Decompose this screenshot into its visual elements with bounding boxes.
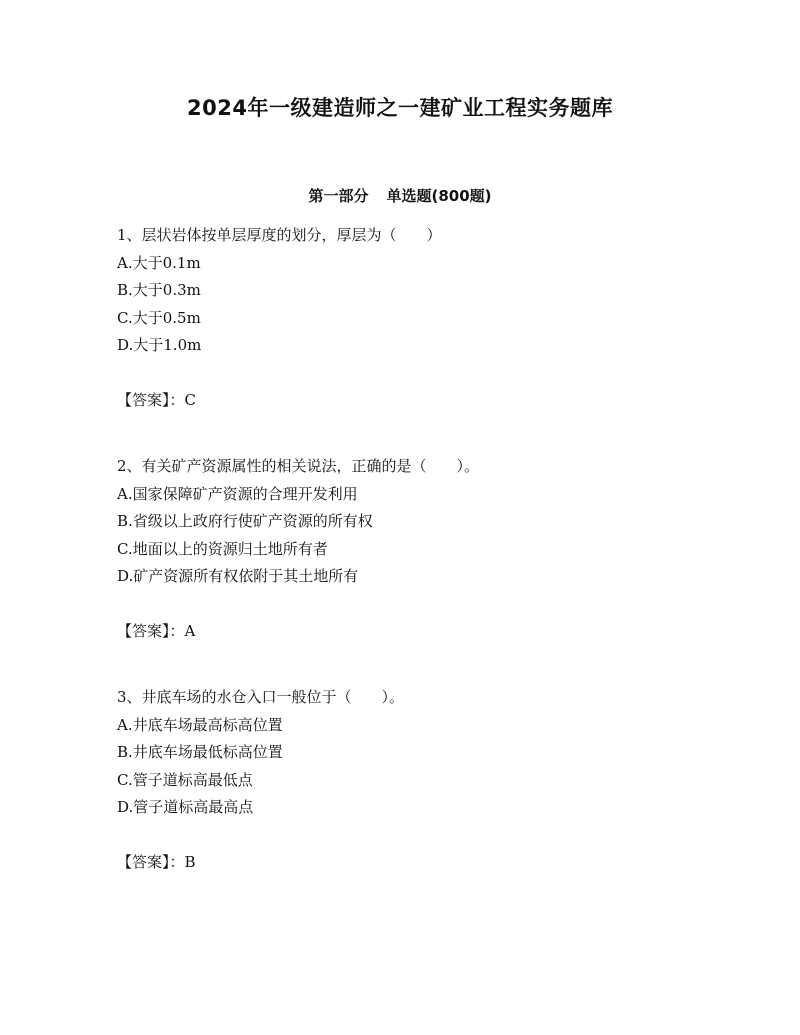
option-d: D.管子道标高最高点 xyxy=(117,798,254,816)
answer-label: 【答案】： xyxy=(117,622,185,640)
option-d: D.大于1.0m xyxy=(117,336,202,354)
section-part: 第一部分 xyxy=(308,187,369,205)
question-stem: 3、井底车场的水仓入口一般位于（ ）。 xyxy=(117,688,405,706)
question-3 xyxy=(117,684,737,822)
option-a: A.国家保障矿产资源的合理开发利用 xyxy=(117,484,358,503)
answer-value: B xyxy=(184,853,196,871)
section-type: 单选题(800题) xyxy=(386,187,492,205)
answer-3 xyxy=(117,850,196,874)
answer-label: 【答案】： xyxy=(117,391,185,409)
option-b: B.井底车场最低标高位置 xyxy=(117,743,283,761)
option-a: A.大于0.1m xyxy=(117,253,201,272)
option-a: A.井底车场最高标高位置 xyxy=(117,715,283,734)
answer-value: A xyxy=(184,622,196,640)
option-b: B.大于0.3m xyxy=(117,281,201,299)
document-title: 2024年一级建造师之一建矿业工程实务题库 xyxy=(187,96,613,120)
option-d: D.矿产资源所有权依附于其土地所有 xyxy=(117,567,359,585)
answer-label: 【答案】： xyxy=(117,853,185,871)
option-c: C.地面以上的资源归土地所有者 xyxy=(117,539,328,558)
section-heading xyxy=(0,185,800,206)
option-b: B.省级以上政府行使矿产资源的所有权 xyxy=(117,512,373,530)
option-c: C.大于0.5m xyxy=(117,308,201,327)
question-stem: 1、层状岩体按单层厚度的划分，厚层为（ ） xyxy=(117,226,442,244)
question-stem: 2、有关矿产资源属性的相关说法，正确的是（ ）。 xyxy=(117,457,480,475)
answer-1 xyxy=(117,388,196,412)
answer-value: C xyxy=(184,391,196,409)
question-2 xyxy=(117,453,737,591)
question-1 xyxy=(117,222,737,360)
answer-2 xyxy=(117,619,195,643)
option-c: C.管子道标高最低点 xyxy=(117,770,253,789)
